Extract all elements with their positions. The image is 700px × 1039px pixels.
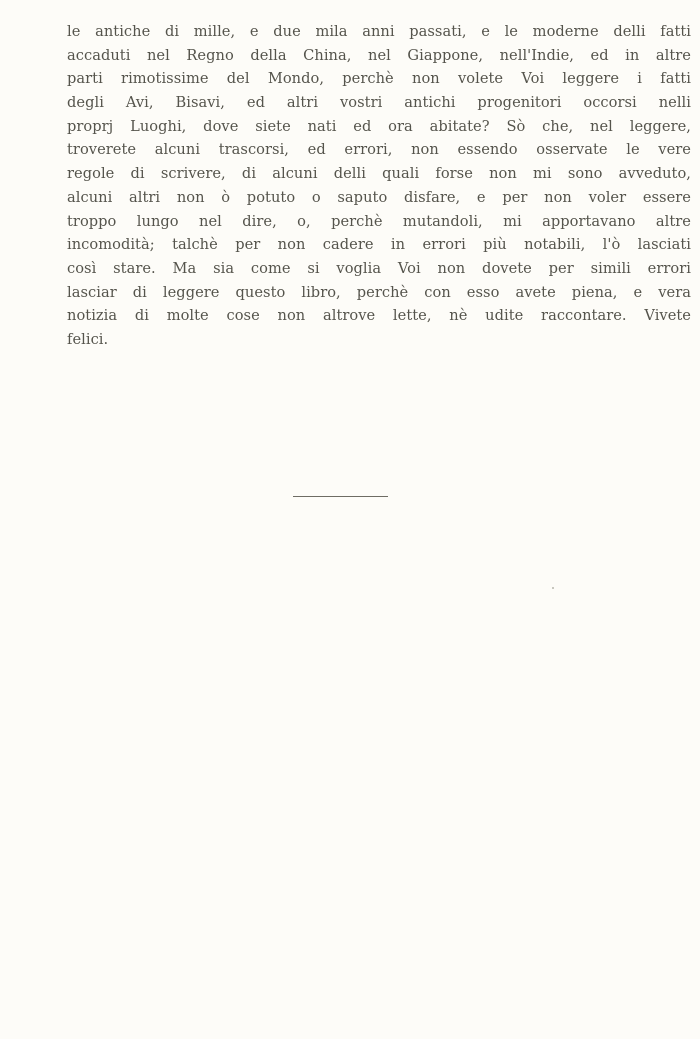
text-line: accaduti nel Regno della China, nel Giappone, nell'Indie, ed in altre xyxy=(67,46,691,64)
text-line: proprj Luoghi, dove siete nati ed ora abitate? Sò che, nel leggere, xyxy=(67,117,691,135)
text-line: così stare. Ma sia come si voglia Voi non dovete per simili errori xyxy=(67,259,691,277)
section-divider-rule xyxy=(293,496,388,497)
text-line: alcuni altri non ò potuto o saputo disfare, e per non voler essere xyxy=(67,188,691,206)
text-line-final: felici. xyxy=(67,330,109,348)
text-line: le antiche di mille, e due mila anni passati, e le moderne delli fatti xyxy=(67,23,691,40)
text-line: parti rimotissime del Mondo, perchè non volete Voi leggere i fatti xyxy=(67,70,691,88)
text-line: degli Avi, Bisavi, ed altri vostri antichi progenitori occorsi nelli xyxy=(67,94,691,112)
text-line: troppo lungo nel dire, o, perchè mutandoli, mi apportavano altre xyxy=(67,212,691,230)
text-line: troverete alcuni trascorsi, ed errori, non essendo osservate le vere xyxy=(67,141,691,159)
body-paragraph xyxy=(67,20,691,352)
text-line: notizia di molte cose non altrove lette, nè udite raccontare. Vivete xyxy=(67,307,691,325)
paper-speck xyxy=(552,587,554,589)
text-line: lasciar di leggere questo libro, perchè con esso avete piena, e vera xyxy=(67,283,691,301)
text-line: regole di scrivere, di alcuni delli quali forse non mi sono avveduto, xyxy=(67,165,691,183)
text-line: incomodità; talchè per non cadere in errori più notabili, l'ò lasciati xyxy=(67,236,691,254)
